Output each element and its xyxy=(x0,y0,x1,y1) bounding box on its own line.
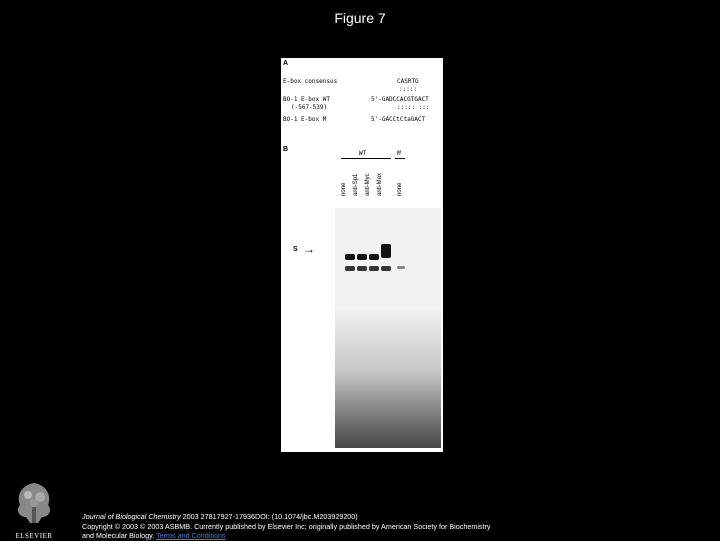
mutant-label: BO-1 E-box M xyxy=(283,116,327,123)
ebox-consensus-label: E-box consensus xyxy=(283,78,338,85)
group-m-label: M xyxy=(397,150,401,157)
wt-range: (-567-539) xyxy=(291,104,328,111)
gel-band xyxy=(357,254,367,260)
consensus-sequence: CASRTG xyxy=(397,78,419,85)
gel-band xyxy=(381,244,391,258)
wt-label: BO-1 E-box WT xyxy=(283,96,330,103)
group-wt-label: WT xyxy=(359,150,367,157)
citation-text: 2003 27817927-17936DOI: (10.1074/jbc.M203929200) xyxy=(180,512,358,521)
arrow-right-icon: → xyxy=(303,242,315,256)
figure-title: Figure 7 xyxy=(334,10,386,26)
panel-a-label: A xyxy=(283,60,289,67)
panel-b-label: B xyxy=(283,146,289,153)
gel-image xyxy=(335,208,441,448)
gel-band xyxy=(345,254,355,260)
lane-label-4: anti-Max xyxy=(377,172,383,196)
journal-name: Journal of Biological Chemistry xyxy=(82,512,181,521)
wt-dots: ::::: ::: xyxy=(397,104,430,111)
wt-bracket xyxy=(341,158,391,159)
mutant-sequence: 5'-GACCtCtaGACT xyxy=(371,116,426,123)
gel-band xyxy=(357,266,367,271)
elsevier-logo xyxy=(8,477,60,540)
gel-band xyxy=(369,266,379,271)
figure-image xyxy=(281,58,443,452)
gel-band xyxy=(397,266,405,269)
lane-label-2: anti-Sp1 xyxy=(353,173,359,196)
lane-label-5: none xyxy=(397,182,403,196)
m-bracket xyxy=(395,158,405,159)
elsevier-logo-text: ELSEVIER xyxy=(15,532,53,540)
lane-label-3: anti-Myc xyxy=(365,173,371,196)
wt-sequence: 5'-GADCCACGTGACT xyxy=(371,96,429,103)
gel-band xyxy=(381,266,391,271)
consensus-dots: ::::: xyxy=(399,86,418,93)
arrow-label: S xyxy=(293,246,298,253)
lane-label-1: none xyxy=(341,182,347,196)
gel-band xyxy=(369,254,379,260)
footer-citation xyxy=(82,512,502,541)
copyright-text: Copyright © 2003 © 2003 ASBMB. Currently published by Elsevier Inc; originally published by American Society for Biochemistry and Molecular Biology. xyxy=(82,521,491,540)
gel-band xyxy=(345,266,355,271)
terms-link[interactable]: Terms and Conditions xyxy=(156,531,226,540)
